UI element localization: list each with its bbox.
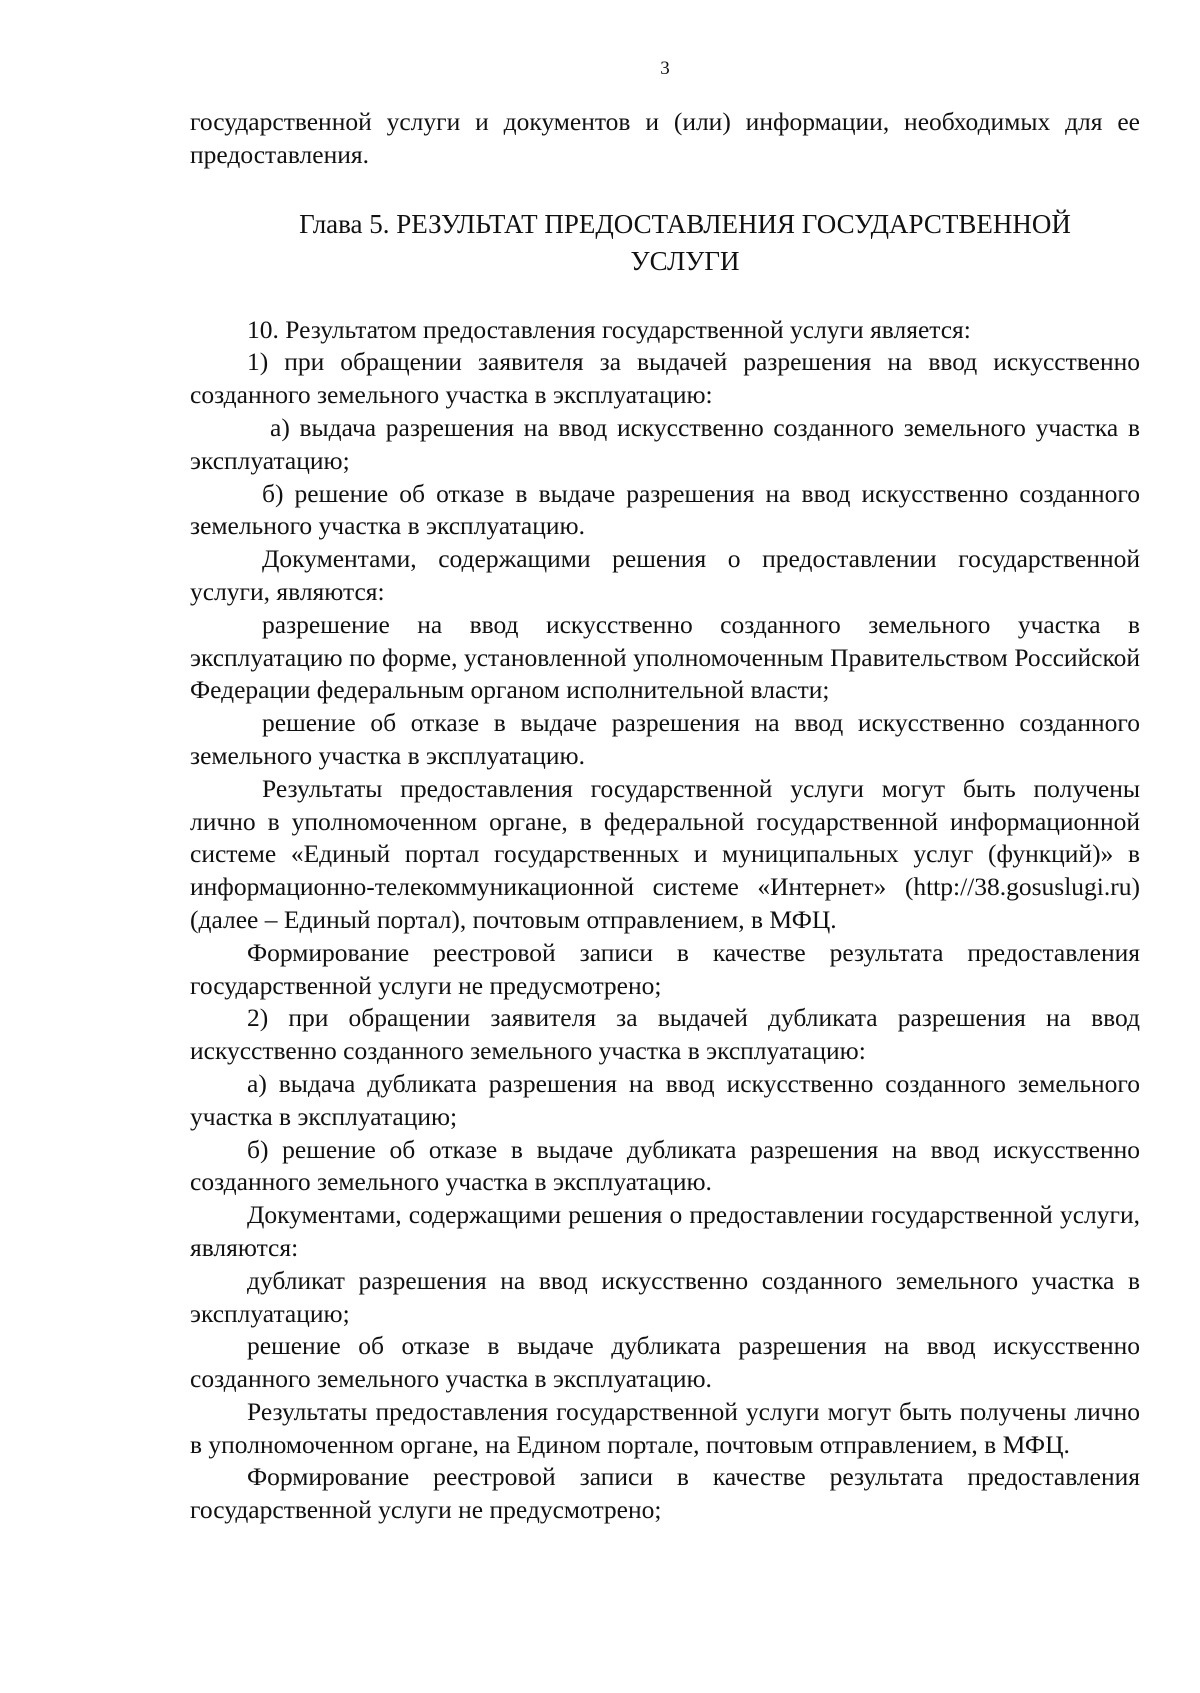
refusal-paragraph: решение об отказе в выдаче разрешения на ввод искусственно созданного земельного участка в эксплуатацию. (190, 708, 1140, 770)
paragraph-10: 10. Результатом предоставления государственной услуги является: (247, 314, 971, 344)
intro-paragraph: государственной услуги и документов и (или) информации, необходимых для ее предоставления. (190, 107, 1140, 169)
refusal-duplicate-paragraph: решение об отказе в выдаче дубликата разрешения на ввод искусственно созданного земельного участка в эксплуатацию. (190, 1331, 1140, 1394)
registry-paragraph-2: Формирование реестровой записи в качестве результата предоставления государственной услуги не предусмотрено; (190, 1462, 1140, 1525)
documents-paragraph-2: Документами, содержащими решения о предоставлении государственной услуги, являются: (190, 1200, 1140, 1262)
permit-paragraph: разрешение на ввод искусственно созданного земельного участка в эксплуатацию по форме, установленной уполномоченным Правительством Российской Федерации федеральным органом исполнительной власти; (190, 609, 1140, 705)
documents-paragraph: Документами, содержащими решения о предоставлении государственной услуги, являются: (190, 544, 1140, 606)
results-paragraph: Результаты предоставления государственной услуги могут быть получены лично в уполномоченном органе, в федеральной государственной информационной системе «Единый портал государственных и муниципальных услуг (функций)» в информационно-телекоммуникационной системе «Интернет» (http://38.gosuslugi.ru) (далее – Единый портал), почтовым отправлением, в МФЦ. (190, 773, 1140, 934)
subparagraph-2: 2) при обращении заявителя за выдачей дубликата разрешения на ввод искусственно созданного земельного участка в эксплуатацию: (190, 1003, 1140, 1066)
chapter-heading-line-1: Глава 5. РЕЗУЛЬТАТ ПРЕДОСТАВЛЕНИЯ ГОСУДАРСТВЕННОЙ (299, 208, 1071, 239)
registry-paragraph: Формирование реестровой записи в качестве результата предоставления государственной услуги не предусмотрено; (190, 937, 1140, 1000)
duplicate-paragraph: дубликат разрешения на ввод искусственно созданного земельного участка в эксплуатацию; (190, 1265, 1140, 1328)
page-number: 3 (660, 58, 670, 79)
results-paragraph-2: Результаты предоставления государственной услуги могут быть получены лично в уполномоченном органе, на Едином портале, почтовым отправлением, в МФЦ. (190, 1396, 1140, 1459)
chapter-heading (190, 206, 1140, 280)
document-body (190, 106, 1140, 1527)
item-b-duplicate: б) решение об отказе в выдаче дубликата разрешения на ввод искусственно созданного земельного участка в эксплуатацию. (190, 1134, 1140, 1197)
item-a: а) выдача разрешения на ввод искусственно созданного земельного участка в эксплуатацию; (190, 412, 1140, 475)
chapter-heading-line-2: УСЛУГИ (630, 245, 740, 276)
item-a-duplicate: а) выдача дубликата разрешения на ввод искусственно созданного земельного участка в эксплуатацию; (190, 1068, 1140, 1131)
item-b: б) решение об отказе в выдаче разрешения на ввод искусственно созданного земельного участка в эксплуатацию. (190, 478, 1140, 541)
subparagraph-1: 1) при обращении заявителя за выдачей разрешения на ввод искусственно созданного земельного участка в эксплуатацию: (190, 347, 1140, 410)
